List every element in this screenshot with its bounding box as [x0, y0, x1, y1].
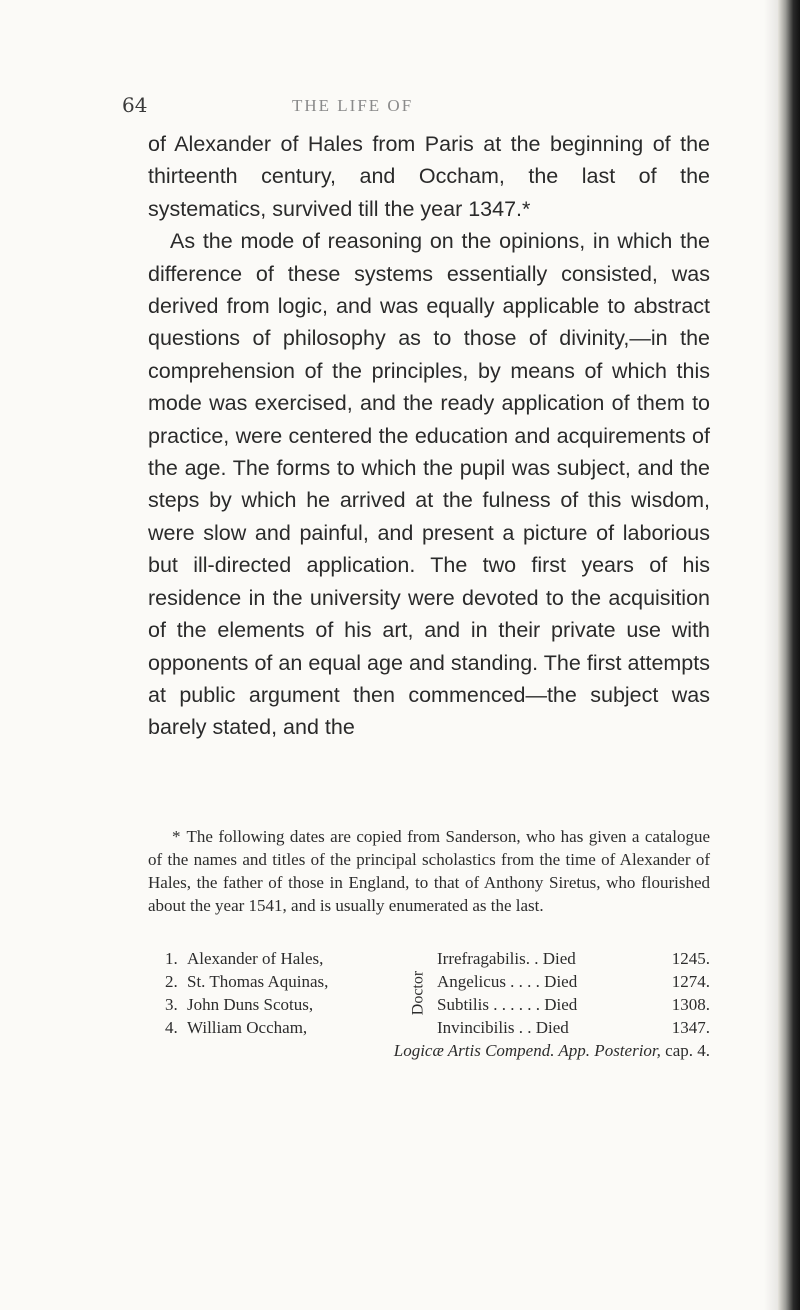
citation-work: Logicæ Artis Compend. App. Posterior,	[393, 1041, 661, 1060]
death-year: 1245.	[671, 949, 710, 968]
table-row	[165, 993, 710, 1016]
scholastics-table	[165, 947, 710, 1039]
scholastic-name: William Occham,	[187, 1018, 308, 1037]
citation	[148, 1041, 710, 1061]
paragraph-2: As the mode of reasoning on the opinions, in which the difference of these systems essentially consisted, was derived from logic, and was equally applicable to abstract questions of philosophy as to those of divinity,—in the comprehension of the principles, by means of which this mode was exercised, and the ready application of them to practice, were centered the education and acquirements of the age. The forms to which the pupil was subject, and the steps by which he arrived at the fulness of this wisdom, were slow and painful, and present a picture of laborious but ill-directed application. The two first years of his residence in the university were devoted to the acquisition of the elements of his art, and in their private use with opponents of an equal age and standing. The first attempts at public argument then commenced—the subject was barely stated, and the	[148, 229, 710, 740]
footnote-text: The following dates are copied from Sanderson, who has given a catalogue of the names and titles of the principal scholastics from the time of Alexander of Hales, the father of those in England, to that of Anthony Siretus, who flourished about the year 1541, and is usually enumerated as the last.	[148, 827, 710, 915]
footnote-marker: *	[172, 827, 181, 846]
death-year: 1308.	[671, 995, 710, 1014]
scholastic-name: St. Thomas Aquinas,	[187, 972, 329, 991]
row-number: 1.	[165, 949, 178, 968]
book-binding-edge	[778, 0, 800, 1310]
row-number: 3.	[165, 995, 178, 1014]
table-row	[165, 970, 710, 993]
scholastic-title: Subtilis . . . . . . Died	[437, 995, 578, 1014]
paragraph-1: of Alexander of Hales from Paris at the beginning of the thirteenth century, and Occham, the last of the systematics, survived till the year 1347.*	[148, 132, 710, 221]
citation-chapter: cap. 4.	[665, 1041, 710, 1060]
scholastic-name: Alexander of Hales,	[187, 949, 324, 968]
table-row	[165, 947, 710, 970]
death-year: 1274.	[671, 972, 710, 991]
main-text	[148, 128, 710, 744]
table-row	[165, 1016, 710, 1039]
scholastic-title: Invincibilis . . Died	[437, 1018, 569, 1037]
row-number: 2.	[165, 972, 178, 991]
doctor-bracket-label: Doctor	[409, 970, 426, 1016]
page-number: 64	[122, 93, 148, 117]
running-title: THE LIFE OF	[292, 96, 414, 115]
scholastic-name: John Duns Scotus,	[187, 995, 314, 1014]
footnote	[148, 825, 710, 917]
row-number: 4.	[165, 1018, 178, 1037]
scholastic-title: Irrefragabilis. . Died	[437, 949, 576, 968]
scholastic-title: Angelicus . . . . Died	[437, 972, 578, 991]
death-year: 1347.	[671, 1018, 710, 1037]
binding-shadow	[764, 0, 778, 1310]
